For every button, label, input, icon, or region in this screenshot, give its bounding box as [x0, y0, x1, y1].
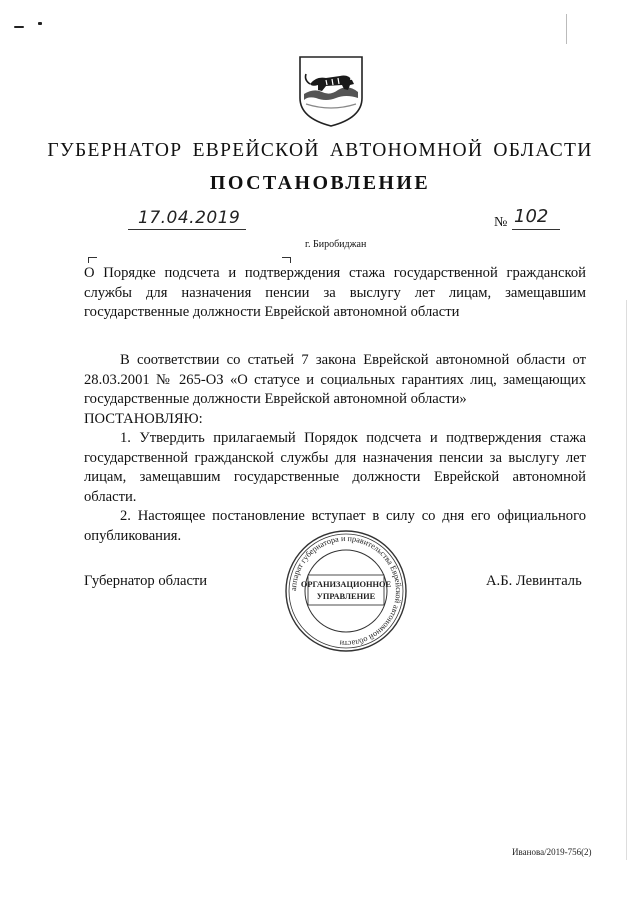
subject-corner-right — [282, 257, 291, 263]
subject-text: О Порядке подсчета и подтверждения стажа государственной гражданской службы для назначения пенсии за выслугу лет лицам, замещавшим государственные должности Еврейской автономной области — [84, 265, 586, 320]
scan-edge-line — [566, 14, 567, 44]
number-prefix: № — [494, 215, 508, 230]
item-1-paragraph: 1. Утвердить прилагаемый Порядок подсчета и подтверждения стажа государственной гражданской службы для назначения пенсии за выслугу лет лицам, замещавшим государственные должности Еврейской автономной области. — [84, 430, 586, 505]
number-underline — [512, 229, 560, 230]
signer-position: Губернатор области — [84, 573, 208, 589]
document-subject — [84, 264, 586, 323]
official-stamp — [280, 527, 412, 655]
preamble-paragraph: В соответствии со статьей 7 закона Еврейской автономной области от 28.03.2001 № 265-ОЗ «О статусе и социальных гарантиях лиц, замещающих государственные должности Еврейской автономной области» — [84, 352, 586, 407]
date-underline — [128, 229, 246, 230]
decree-word: ПОСТАНОВЛЯЮ: — [84, 410, 203, 427]
scan-mark — [14, 26, 24, 28]
signer-name: А.Б. Левинталь — [486, 573, 582, 589]
document-number: 102 — [514, 206, 549, 227]
stamp-ring-text: аппарат губернатора и правительства Еврейской автономной области — [288, 533, 404, 649]
document-date: 17.04.2019 — [138, 208, 241, 228]
stamp-center-line-1: ОРГАНИЗАЦИОННОЕ — [300, 580, 392, 589]
document-body — [84, 351, 586, 546]
issuing-city: г. Биробиджан — [305, 239, 367, 250]
item-2-paragraph: 2. Настоящее постановление вступает в силу со дня его официального опубликования. — [84, 508, 586, 544]
stamp-center-line-2: УПРАВЛЕНИЕ — [316, 592, 376, 601]
subject-corner-left — [88, 257, 97, 263]
executor-code: Иванова/2019-756(2) — [512, 847, 592, 857]
document-type-heading: ПОСТАНОВЛЕНИЕ — [209, 172, 431, 194]
issuer-title: ГУБЕРНАТОР ЕВРЕЙСКОЙ АВТОНОМНОЙ ОБЛАСТИ — [47, 140, 593, 161]
scan-mark — [38, 22, 42, 25]
scan-edge-line — [626, 300, 627, 860]
coat-of-arms-emblem — [296, 54, 366, 128]
